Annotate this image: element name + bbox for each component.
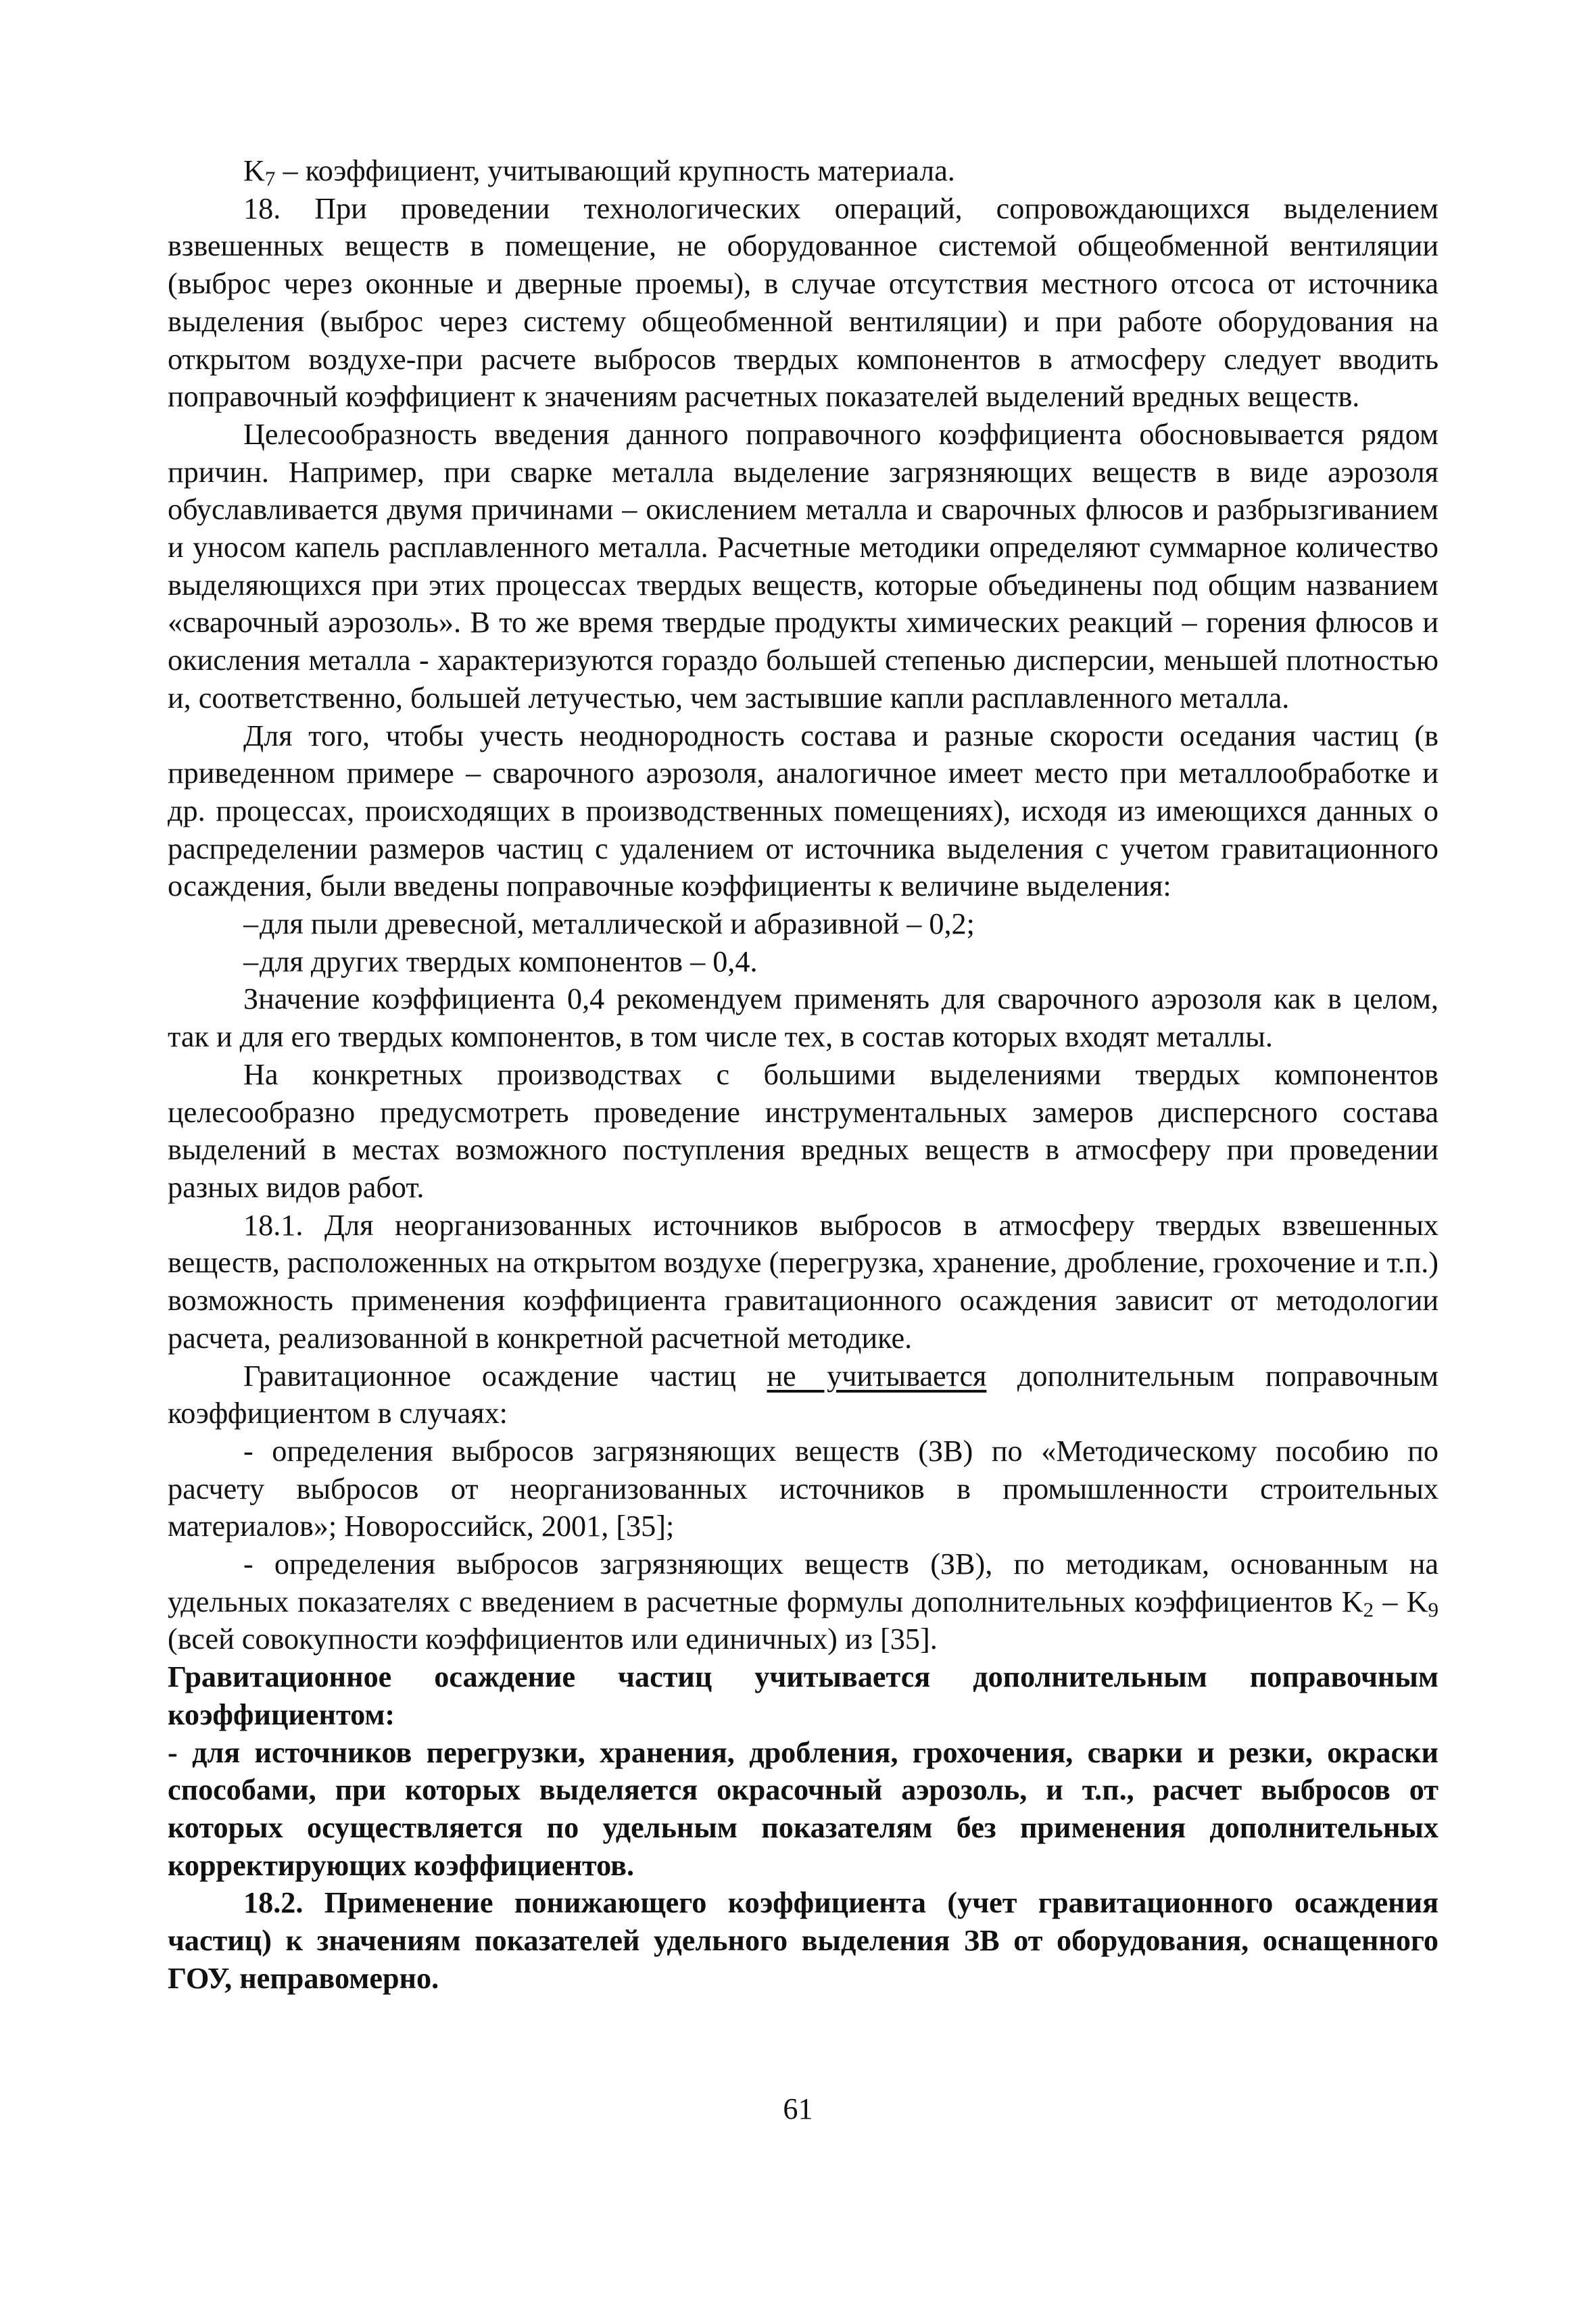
- list-dash: –: [243, 907, 259, 941]
- text-run: (всей совокупности коэффициентов или единичных) из [35].: [168, 1622, 938, 1656]
- paragraph-18-1: 18.1. Для неорганизованных источников выбросов в атмосферу твердых взвешенных веществ, расположенных на открытом воздухе (перегрузка, хранение, дробление, грохочение и т.п.) возможность применения коэффициента гравитационного осаждения зависит от методологии расчета, реализованной в конкретной расчетной методике.: [168, 1208, 1438, 1355]
- paragraph-18-2: 18.2. Применение понижающего коэффициента (учет гравитационного осаждения частиц) к значениям показателей удельного выделения ЗВ от оборудования, оснащенного ГОУ, неправомерно.: [168, 1886, 1438, 1995]
- paragraph-bold-heading: Гравитационное осаждение частиц учитывается дополнительным поправочным коэффициентом:: [168, 1660, 1438, 1731]
- text-run: - определения выбросов загрязняющих веществ (ЗВ), по методикам, основанным на удельных показателях с введением в расчетные формулы дополнительных коэффициентов K: [168, 1547, 1438, 1618]
- list-item-text: для других твердых компонентов – 0,4.: [260, 944, 758, 978]
- paragraph-case-2: [168, 1545, 1438, 1658]
- k7-definition: [168, 152, 1438, 190]
- paragraph-gravitation-not-accounted: [168, 1357, 1438, 1432]
- list-item: [168, 943, 1438, 981]
- text-run: дополнительным поправочным коэффициентом в случаях:: [168, 1359, 1438, 1430]
- text-run: – K: [1374, 1585, 1428, 1618]
- paragraph-18: 18. При проведении технологических операций, сопровождающихся выделением взвешенных веществ в помещение, не оборудованное системой общеобменной вентиляции (выброс через оконные и дверные проемы), в случае отсутствия местного отсоса от источника выделения (выброс через систему общеобменной вентиляции) и при работе оборудования на открытом воздухе-при расчете выбросов твердых компонентов в атмосферу следует вводить поправочный коэффициент к значениям расчетных показателей выделений вредных веществ.: [168, 191, 1438, 414]
- paragraph-rationale: Целесообразность введения данного поправочного коэффициента обосновывается рядом причин. Например, при сварке металла выделение загрязняющих веществ в виде аэрозоля обуславливается двумя причинами – окислением металла и сварочных флюсов и разбрызгиванием и уносом капель расплавленного металла. Расчетные методики определяют суммарное количество выделяющихся при этих процессах твердых веществ, которые объединены под общим названием «сварочный аэрозоль». В то же время твердые продукты химических реакций – горения флюсов и окисления металла - характеризуются гораздо большей степенью дисперсии, меньшей плотностью и, соответственно, большей летучестью, чем застывшие капли расплавленного металла.: [168, 417, 1438, 715]
- page-number: 61: [783, 2092, 813, 2125]
- list-item: [168, 905, 1438, 943]
- text-run: Гравитационное осаждение частиц: [243, 1359, 767, 1393]
- paragraph-specific: На конкретных производствах с большими выделениями твердых компонентов целесообразно предусмотреть проведение инструментальных замеров дисперсного состава выделений в местах возможного поступления вредных веществ в атмосферу при проведении разных видов работ.: [168, 1057, 1438, 1204]
- paragraph-value: Значение коэффициента 0,4 рекомендуем применять для сварочного аэрозоля как в целом, так и для его твердых компонентов, в том числе тех, в состав которых входят металлы.: [168, 982, 1438, 1054]
- paragraph-case-1: - определения выбросов загрязняющих веществ (ЗВ) по «Методическому пособию по расчету выбросов от неорганизованных источников в промышленности строительных материалов»; Новороссийск, 2001, [35];: [168, 1434, 1438, 1543]
- k7-subscript: 7: [264, 166, 276, 191]
- k7-text: – коэффициент, учитывающий крупность материала.: [275, 154, 955, 187]
- list-dash: –: [243, 944, 259, 978]
- subscript: 9: [1428, 1597, 1438, 1622]
- paragraph-account: Для того, чтобы учесть неоднородность состава и разные скорости оседания частиц (в приведенном примере – сварочного аэрозоля, аналогичное имеет место при металлообработке и др. процессах, происходящих в производственных помещениях), исходя из имеющихся данных о распределении размеров частиц с удалением от источника выделения с учетом гравитационного осаждения, были введены поправочные коэффициенты к величине выделения:: [168, 719, 1438, 903]
- page-body: [168, 152, 1438, 1997]
- underlined-phrase: не учитывается: [767, 1359, 987, 1393]
- k7-symbol: K: [243, 154, 265, 187]
- list-item-text: для пыли древесной, металлической и абразивной – 0,2;: [260, 907, 975, 941]
- paragraph-bold-sources: - для источников перегрузки, хранения, дробления, грохочения, сварки и резки, окраски способами, при которых выделяется окрасочный аэрозоль, и т.п., расчет выбросов от которых осуществляется по удельным показателям без применения дополнительных корректирующих коэффициентов.: [168, 1735, 1438, 1882]
- subscript: 2: [1363, 1597, 1374, 1622]
